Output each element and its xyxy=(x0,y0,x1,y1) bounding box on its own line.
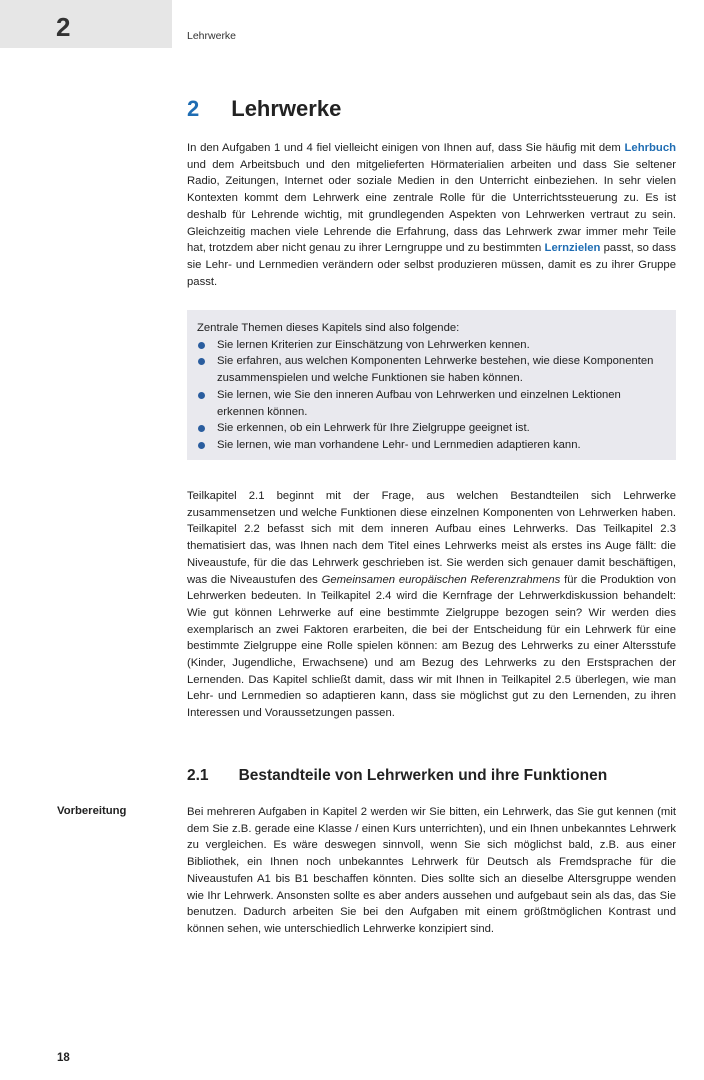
page-number: 18 xyxy=(57,1052,70,1064)
overview-paragraph-block xyxy=(187,488,676,722)
bullet-icon xyxy=(198,358,205,365)
overview-text-1: Teilkapitel 2.1 beginnt mit der Frage, aus welchen Bestandteilen sich Lehrwerke zusammensetzen und welche Funktionen diese einzelnen Komponenten von Lehrwerken haben. Teilkapitel 2.2 befasst sich mit dem inneren Aufbau eines Lehrwerks. Das Teilkapitel 2.3 thematisiert das, was Ihnen nach dem Titel eines Lehrwerks meist als erstes ins Auge fällt: die Niveaustufe, für die das Lehrwerk geschrieben ist. Sie werden sich genauer damit beschäftigen, was die Niveaustufen des xyxy=(187,490,676,586)
intro-text-1: In den Aufgaben 1 und 4 fiel vielleicht einigen von Ihnen auf, dass Sie häufig mit dem xyxy=(187,142,625,154)
preparation-paragraph-block xyxy=(187,804,676,938)
glossary-term-lehrbuch[interactable]: Lehrbuch xyxy=(624,142,676,154)
intro-paragraph-block xyxy=(187,140,676,290)
list-item: Sie lernen Kriterien zur Einschätzung von Lehrwerken kennen. xyxy=(197,337,666,354)
list-item: Sie erfahren, aus welchen Komponenten Lehrwerke bestehen, wie diese Komponenten zusammenspielen und welche Funktionen sie haben können. xyxy=(197,353,666,386)
topics-heading: Zentrale Themen dieses Kapitels sind also folgende: xyxy=(197,322,460,334)
running-title: Lehrwerke xyxy=(187,30,237,42)
chapter-topics-box xyxy=(187,310,676,460)
subsection-title: Bestandteile von Lehrwerken und ihre Funktionen xyxy=(238,767,608,784)
intro-paragraph xyxy=(187,140,676,290)
topics-list xyxy=(197,337,666,454)
chapter-tab xyxy=(0,0,172,48)
overview-text-2: für die Produktion von Lehrwerken bedeuten. In Teilkapitel 2.4 wird die Kernfrage der Lehrwerkdiskussion behandelt: Wie gut können Lehrwerke auf eine bestimmte Zielgruppe bezogen sein? Wir werden dies exemplarisch an zwei Faktoren erarbeiten, die bei der Entscheidung für ein Lehrwerk für eine bestimmte Zielgruppe eine Rolle spielen können: am Bezug des Lehrwerks zu einer Altersstufe (Kinder, Jugendliche, Erwachsene) und am Bezug des Lehrwerks zu den Erstsprachen der Lernenden. Das Kapitel schließt damit, dass wir mit Ihnen in Teilkapitel 2.5 überlegen, wie man Lehr- und Lernmedien so adaptieren kann, dass sie möglichst gut zu den Lernenden, zu ihren Interessen und Voraussetzungen passen. xyxy=(187,573,676,720)
overview-italic-title: Gemeinsamen europäischen Referenzrahmens xyxy=(321,573,561,586)
intro-text-2: und dem Arbeitsbuch und den mitgelieferten Hörmaterialien arbeiten und dass Sie seltener Radio, Zeitungen, Internet oder soziale Medien in den Unterricht einbeziehen. In sehr vielen Kontexten kommt dem Lehrwerk eine zentrale Rolle für die Unterrichtssteuerung zu. Es ist deshalb für Lehrende wichtig, mit grundlegenden Aspekten von Lehrwerken vertraut zu sein. Gleichzeitig machen viele Lehrende die Erfahrung, dass das Lehrwerk zwar immer mehr Teile hat, trotzdem aber nicht genau zu ihrer Lerngruppe und zu bestimmten xyxy=(187,158,676,255)
bullet-icon xyxy=(198,425,205,432)
bullet-icon xyxy=(198,342,205,349)
subsection-number: 2.1 xyxy=(187,767,209,784)
section-heading xyxy=(187,98,341,120)
section-number: 2 xyxy=(187,96,200,121)
bullet-icon xyxy=(198,392,205,399)
subsection-heading xyxy=(187,768,607,784)
chapter-number: 2 xyxy=(56,12,71,42)
margin-note: Vorbereitung xyxy=(57,805,127,817)
list-item: Sie lernen, wie man vorhandene Lehr- und Lernmedien adaptieren kann. xyxy=(197,437,666,454)
section-title: Lehrwerke xyxy=(231,96,342,121)
preparation-paragraph: Bei mehreren Aufgaben in Kapitel 2 werden wir Sie bitten, ein Lehrwerk, das Sie gut kennen (mit dem Sie z.B. gerade eine Klasse / einen Kurs unterrichten), und ein Ihnen unbekanntes Lehrwerk zu vergleichen. Es wäre deswegen sinnvoll, wenn Sie sich möglichst bald, z.B. aus einer Bibliothek, ein Ihnen noch unbekanntes Lehrwerk für Deutsch als Fremdsprache für die Niveaustufen A1 bis B1 beschaffen könnten. Dies sollte sich an dieselbe Altersgruppe wenden wie Ihr Lehrwerk. Ansonsten sollte es aber anders aussehen und aufgebaut sein als das, das Sie benutzen. Dadurch arbeiten Sie bei den Aufgaben mit einem größtmöglichen Kontrast und können sehen, wie unterschiedlich Lehrwerke konzipiert sind. xyxy=(187,806,676,935)
list-item: Sie lernen, wie Sie den inneren Aufbau von Lehrwerken und einzelnen Lektionen erkennen können. xyxy=(197,387,666,420)
intro-text-3: passt, so dass sie Lehr- und Lernmedien verändern oder selbst produzieren müssen, damit es zu ihrer Gruppe passt. xyxy=(187,242,677,288)
bullet-icon xyxy=(198,442,205,449)
glossary-term-lernzielen[interactable]: Lernzielen xyxy=(544,242,601,255)
list-item: Sie erkennen, ob ein Lehrwerk für Ihre Zielgruppe geeignet ist. xyxy=(197,420,666,437)
overview-paragraph xyxy=(187,488,676,722)
